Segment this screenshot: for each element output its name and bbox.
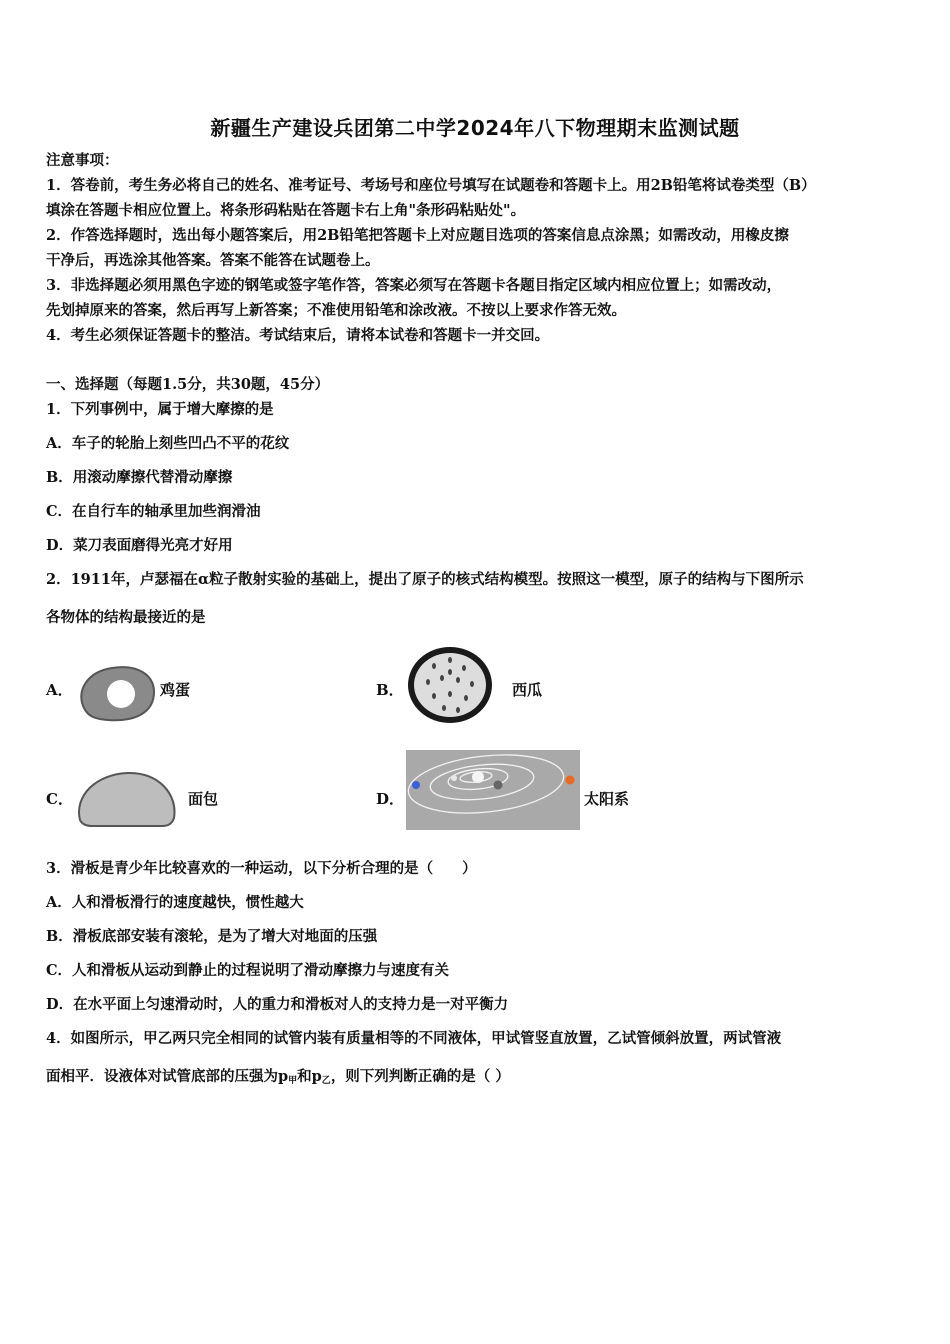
q4-stem-line1: 4．如图所示，甲乙两只完全相同的试管内装有质量相等的不同液体，甲试管竖直放置，乙试管倾斜放置，两试管液 (46, 1030, 782, 1047)
watermelon-figure (404, 644, 496, 726)
egg-figure (74, 664, 158, 724)
page-title: 新疆生产建设兵团第二中学2024年八下物理期末监测试题 (210, 116, 740, 140)
q1-option-c: C．在自行车的轴承里加些润滑油 (46, 503, 261, 520)
q2-option-a-label: A． (46, 681, 73, 699)
q2-stem-line2: 各物体的结构最接近的是 (46, 609, 206, 626)
q3-option-a: A．人和滑板滑行的速度越快，惯性越大 (46, 894, 304, 911)
q4-subscript-yi: 乙 (321, 1076, 331, 1086)
solar-system-figure (406, 750, 580, 830)
notice-line: 3．非选择题必须用黑色字迹的钢笔或签字笔作答，答案必须写在答题卡各题目指定区域内相应位置上；如需改动， (46, 277, 782, 294)
q3-option-b: B．滑板底部安装有滚轮，是为了增大对地面的压强 (46, 928, 378, 945)
q3-option-d: D．在水平面上匀速滑动时，人的重力和滑板对人的支持力是一对平衡力 (46, 996, 509, 1013)
q2-option-c-name: 面包 (188, 790, 219, 808)
q2-option-d-name: 太阳系 (584, 790, 630, 808)
q1-option-b: B．用滚动摩擦代替滑动摩擦 (46, 469, 233, 486)
q3-stem: 3．滑板是青少年比较喜欢的一种运动，以下分析合理的是（ ） (46, 860, 477, 877)
q4-stem-text-a: 面相平．设液体对试管底部的压强为p (46, 1068, 289, 1085)
q2-stem-line1: 2．1911年，卢瑟福在α粒子散射实验的基础上，提出了原子的核式结构模型。按照这一模型，原子的结构与下图所示 (46, 571, 804, 588)
section-heading: 一、选择题（每题1.5分，共30题，45分） (46, 376, 330, 393)
q2-option-d-label: D． (376, 790, 405, 808)
q3-option-c: C．人和滑板从运动到静止的过程说明了滑动摩擦力与速度有关 (46, 962, 450, 979)
q1-stem: 1．下列事例中，属于增大摩擦的是 (46, 401, 274, 418)
q2-option-b-name: 西瓜 (512, 681, 543, 699)
q4-subscript-jia: 甲 (288, 1076, 298, 1086)
notice-line: 干净后，再选涂其他答案。答案不能答在试题卷上。 (46, 252, 380, 269)
notice-line: 2．作答选择题时，选出每小题答案后，用2B铅笔把答题卡上对应题目选项的答案信息点涂黑；如需改动，用橡皮擦 (46, 227, 789, 244)
notice-line: 先划掉原来的答案，然后再写上新答案；不准使用铅笔和涂改液。不按以上要求作答无效。 (46, 302, 626, 319)
q2-option-b-label: B． (376, 681, 404, 699)
q4-stem-line2 (46, 1067, 916, 1091)
notice-line: 填涂在答题卡相应位置上。将条形码粘贴在答题卡右上角"条形码粘贴处"。 (46, 202, 526, 219)
notice-heading: 注意事项： (46, 152, 119, 169)
q1-option-a: A．车子的轮胎上刻些凹凸不平的花纹 (46, 435, 290, 452)
q4-stem-text-b: 和p (297, 1068, 322, 1085)
q2-option-c-label: C． (46, 790, 73, 808)
q1-option-d: D．菜刀表面磨得光亮才好用 (46, 537, 233, 554)
notice-line: 1．答卷前，考生务必将自己的姓名、准考证号、考场号和座位号填写在试题卷和答题卡上。用2B铅笔将试卷类型（B） (46, 177, 816, 194)
bread-figure (74, 768, 180, 830)
q4-stem-text-c: ，则下列判断正确的是（ ） (330, 1068, 510, 1085)
q2-option-a-name: 鸡蛋 (160, 681, 191, 699)
notice-line: 4．考生必须保证答题卡的整洁。考试结束后，请将本试卷和答题卡一并交回。 (46, 327, 550, 344)
